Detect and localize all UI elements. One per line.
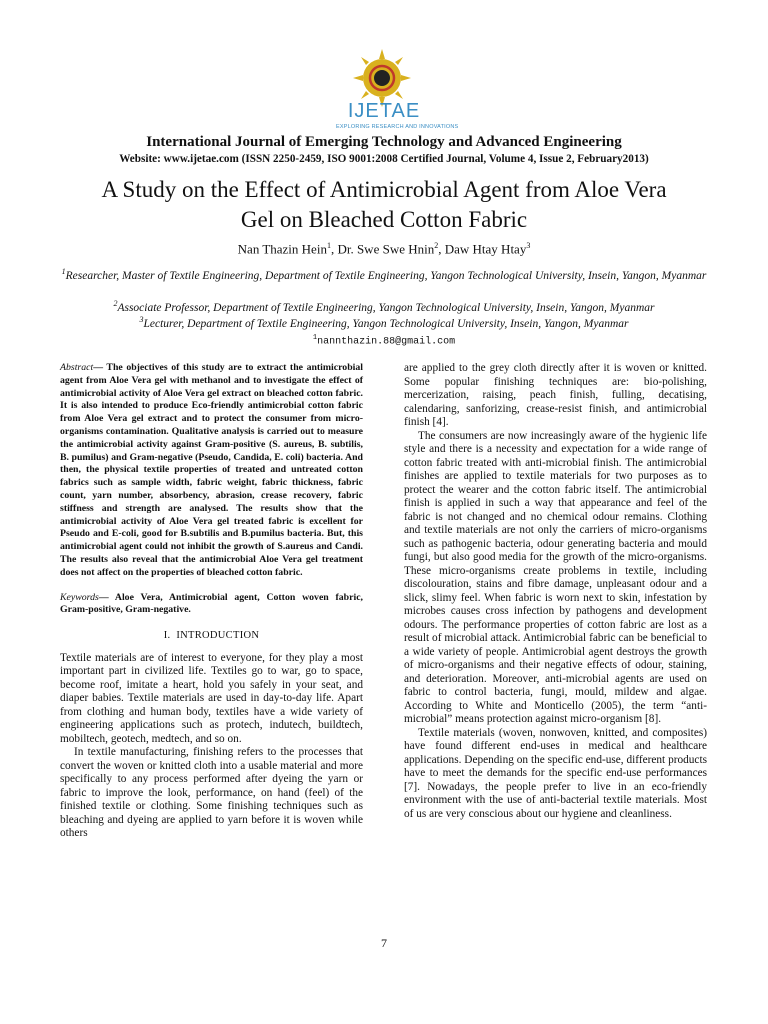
- page-number: 7: [381, 936, 387, 950]
- left-column: [60, 362, 363, 841]
- affiliation-superscript: 3: [139, 315, 144, 324]
- author-list: Nan Thazin Hein$^1$, Dr. Swe Swe Hnin$^2$, Daw Htay Htay$^3$: [237, 241, 531, 257]
- section-heading: [60, 629, 363, 643]
- right-column: [404, 362, 707, 821]
- author-superscript: 2: [434, 241, 439, 250]
- affiliation-text: Lecturer, Department of Textile Engineering, Yangon Technological University, Insein, Yangon, Myanmar: [143, 317, 629, 330]
- abstract-text: The objectives of this study are to extract the antimicrobial agent from Aloe Vera gel with methanol and to investigate the effect of antimicrobial activity of Aloe Vera gel extract on bleached cotton fabric. It is also intended to produce Eco-friendly antimicrobial cotton fabric from Aloe Vera gel extract and to protect the consumer from micro-organisms contamination. Qualitative analysis is carried out to measure the antimicrobial activity against Gram-positive (S. aureus, B. subtilis, B. pumilus) and Gram-negative (Pseudo, Candida, E. coli) bacteria. And then, the physical textile properties of treated and untreated cotton fabrics such as sample width, fabric weight, fabric thickness, fabric count, yarn number, absorbency, abrasion, crease recovery, fabric stiffness and strength are analysed. The results show that the antimicrobial activity of Aloe Vera gel treated fabric is excellent for Pseudo and E-coli, good for B.subtilis and B.pumilus bacteria. But, this antimicrobial agent could not inhibit the growth of S.aureus and Candi. The results also reveal that the antimicrobial Aloe Vera gel treatment does not affect on the properties of bleached cotton fabric.: [60, 362, 363, 578]
- author-name: Nan Thazin Hein: [237, 241, 327, 257]
- keywords-dash: —: [98, 591, 115, 603]
- body-paragraph: Textile materials are of interest to everyone, for they play a most important part in civilized life. Textiles go to war, go to space, become roof, imitate a heart, hold you safely in your seat, and diaper babies. Textile materials are used in day-to-day life. Apart from clothing and human body, textiles have a wide variety of engineering applications such as protech, indutech, buildtech, mobiltech, geotech, medtech, and so on.: [60, 651, 363, 745]
- body-paragraph: Textile materials (woven, nonwoven, knitted, and composites) have found different end-uses in medical and healthcare applications. Depending on the specific end-use, different products have to meet the demands for the specific end-use performances [7]. Nowadays, the people prefer to live in an eco-friendly environment with the use of anti-bacterial textile materials. Most of us are very conscious about our hygiene and cleanliness.: [404, 726, 707, 820]
- journal-website: Website: www.ijetae.com (ISSN 2250-2459, ISO 9001:2008 Certified Journal, Volume 4, Issue 2, February2013): [119, 153, 649, 165]
- body-paragraph: are applied to the grey cloth directly after it is woven or knitted. Some popular finishing techniques are: bio-polishing, mercerization, raising, peach finish, fulling, decatising, calendaring, sanforizing, crease-resist finish, and antimicrobial finish [4].: [404, 362, 707, 428]
- body-paragraph: In textile manufacturing, finishing refers to the processes that convert the woven or knitted cloth into a usable material and more specifically to any process performed after dyeing the yarn or fabric to improve the look, performance, on hand (feel) of the finished textile or clothing. Some finishing techniques such as bleaching and dyeing are applied to yarn before it is woven while others: [60, 746, 363, 840]
- title-line-1: A Study on the Effect of Antimicrobial Agent from Aloe Vera: [101, 177, 667, 202]
- affiliation: [60, 312, 708, 332]
- author-email: [0, 334, 768, 347]
- abstract-label: Abstract: [60, 362, 94, 373]
- author-superscript: 3: [526, 241, 531, 250]
- author-superscript: 1: [326, 241, 331, 250]
- section-number: I.: [163, 630, 171, 642]
- affiliation-text: Researcher, Master of Textile Engineering, Department of Textile Engineering, Yangon Technological University, Insein, Yangon, Myanmar: [65, 269, 707, 282]
- affiliation-text: Associate Professor, Department of Textile Engineering, Yangon Technological University, Insein, Yangon, Myanmar: [117, 301, 655, 314]
- keywords: [60, 592, 363, 618]
- sun-logo-icon: [352, 48, 412, 108]
- affiliation-superscript: 1: [61, 267, 66, 276]
- abstract: [60, 362, 363, 580]
- abstract-dash: —: [93, 362, 107, 373]
- section-title: INTRODUCTION: [176, 630, 260, 642]
- author-name: Daw Htay Htay: [444, 241, 527, 257]
- email-superscript: 1: [312, 334, 318, 342]
- journal-name: International Journal of Emerging Technology and Advanced Engineering: [146, 134, 622, 150]
- logo-tagline: EXPLORING RESEARCH AND INNOVATIONS: [336, 124, 459, 130]
- title-line-2: Gel on Bleached Cotton Fabric: [240, 207, 528, 232]
- affiliation: [60, 264, 708, 284]
- logo-text: IJETAE: [347, 100, 421, 122]
- keywords-label: Keywords: [60, 591, 99, 603]
- affiliation-superscript: 2: [113, 299, 118, 308]
- journal-logo: [336, 44, 459, 134]
- body-paragraph: The consumers are now increasingly aware of the hygienic life style and there is a necessity and expectation for a wide range of cotton fabric treated with anti-microbial finish. The antimicrobial finishes are applied to textile materials for two purposes as to protect the wearer and the cotton fabric itself. The antimicrobial finish is applied in such a way that appearance and feel of the fabric is not changed and no chemical odour remains. Clothing and textile materials are not only the carriers of micro-organisms such as pathogenic bacteria, odour generating bacteria and mould fungi, but also good media for the growth of the micro-organisms. These micro-organisms create problems in textile, including discolouration, stains and fibre damage, unpleasant odour and a slick, slimy feel. When fabric is worn next to skin, infestation by microbes causes cross infection by pathogens and development odours. The performance properties of cotton fabric are lost as a result of microbial attack. Antimicrobial fabric can be beneficial to a wide variety of people. Antimicrobial agent destroys the growth of micro-organisms and their negative effects of odour, staining, and deterioration. Moreover, anti-microbial agents are used on fabric to control bacteria, fungi, mould, mildew and algae. According to White and Monticello (2005), the term “anti-microbial” means protection against micro-organism [8].: [404, 429, 707, 725]
- paper-title: [40, 175, 728, 235]
- email-address[interactable]: nannthazin.88@gmail.com: [317, 336, 456, 348]
- author-name: Dr. Swe Swe Hnin: [337, 241, 435, 257]
- keywords-text: Aloe Vera, Antimicrobial agent, Cotton woven fabric, Gram-positive, Gram-negative.: [60, 591, 363, 616]
